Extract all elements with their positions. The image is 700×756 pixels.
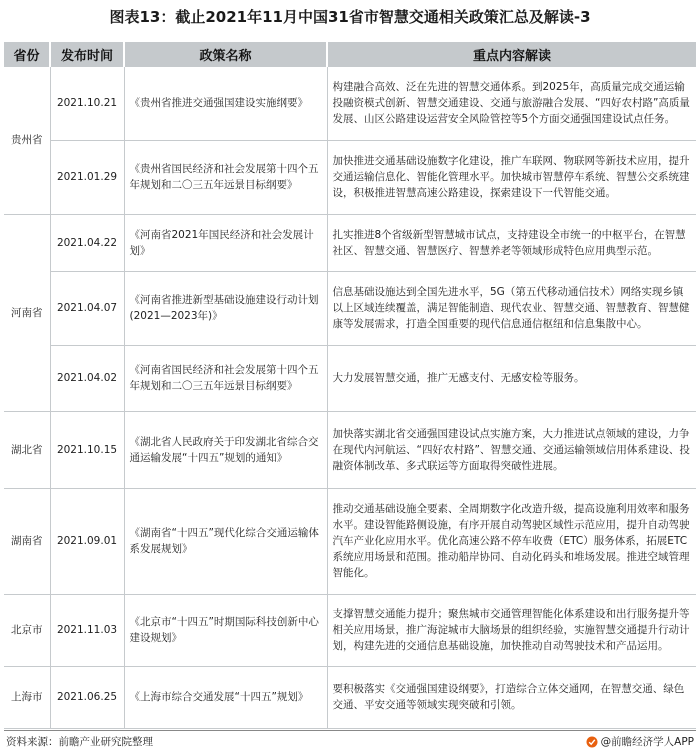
table-row bbox=[4, 411, 696, 488]
content-cell: 加快推进交通基础设施数字化建设，推广车联网、物联网等新技术应用，提升交通运输信息化、智能化管理水平。加快城市智慧停车系统、智慧公交系统建设，积极推进智慧高速公路建设，探索建设下一代智能交通。 bbox=[327, 140, 696, 214]
date-cell: 2021.10.21 bbox=[50, 67, 124, 140]
table-row bbox=[4, 271, 696, 345]
content-cell: 要积极落实《交通强国建设纲要》，打造综合立体交通网，在智慧交通、绿色交通、平安交通等领域实现突破和引领。 bbox=[327, 666, 696, 728]
brand-watermark bbox=[586, 734, 694, 749]
page-title: 图表13：截止2021年11月中国31省市智慧交通相关政策汇总及解读-3 bbox=[109, 8, 591, 26]
table-row bbox=[4, 488, 696, 594]
policy-name-cell: 《河南省国民经济和社会发展第十四个五年规划和二〇三五年远景目标纲要》 bbox=[124, 345, 327, 411]
date-cell: 2021.04.02 bbox=[50, 345, 124, 411]
table-row bbox=[4, 67, 696, 140]
date-cell: 2021.09.01 bbox=[50, 488, 124, 594]
province-cell: 河南省 bbox=[4, 214, 50, 411]
policy-name-cell: 《湖南省“十四五”现代化综合交通运输体系发展规划》 bbox=[124, 488, 327, 594]
content-cell: 加快落实湖北省交通强国建设试点实施方案，大力推进试点领域的建设，力争在现代内河航运、“四好农村路”、智慧交通、交通运输领域信用体系建设、投融资体制改革、多式联运等方面取得突破性进展。 bbox=[327, 411, 696, 488]
brand-label: @前瞻经济学人APP bbox=[600, 736, 694, 748]
policy-name-cell: 《北京市“十四五”时期国际科技创新中心建设规划》 bbox=[124, 594, 327, 666]
province-cell: 湖北省 bbox=[4, 411, 50, 488]
policy-table bbox=[4, 42, 696, 729]
policy-name-cell: 《河南省推进新型基础设施建设行动计划(2021—2023年)》 bbox=[124, 271, 327, 345]
footer bbox=[4, 730, 696, 751]
content-cell: 扎实推进8个省级新型智慧城市试点，支持建设全市统一的中枢平台，在智慧社区、智慧交通、智慧医疗、智慧养老等领域形成特色应用典型示范。 bbox=[327, 214, 696, 271]
date-cell: 2021.11.03 bbox=[50, 594, 124, 666]
table-header-row bbox=[4, 42, 696, 67]
date-cell: 2021.01.29 bbox=[50, 140, 124, 214]
header-content: 重点内容解读 bbox=[327, 42, 696, 67]
source-note: 资料来源：前瞻产业研究院整理 bbox=[6, 736, 153, 748]
table-row bbox=[4, 666, 696, 728]
policy-name-cell: 《湖北省人民政府关于印发湖北省综合交通运输发展“十四五”规划的通知》 bbox=[124, 411, 327, 488]
province-cell: 湖南省 bbox=[4, 488, 50, 594]
header-province: 省份 bbox=[4, 42, 50, 67]
table-row bbox=[4, 140, 696, 214]
policy-name-cell: 《贵州省推进交通强国建设实施纲要》 bbox=[124, 67, 327, 140]
table-row bbox=[4, 594, 696, 666]
qianzhan-logo-icon bbox=[586, 736, 598, 748]
province-cell: 上海市 bbox=[4, 666, 50, 728]
date-cell: 2021.04.07 bbox=[50, 271, 124, 345]
table-row bbox=[4, 345, 696, 411]
content-cell: 大力发展智慧交通，推广无感支付、无感安检等服务。 bbox=[327, 345, 696, 411]
policy-name-cell: 《贵州省国民经济和社会发展第十四个五年规划和二〇三五年远景目标纲要》 bbox=[124, 140, 327, 214]
header-name: 政策名称 bbox=[124, 42, 327, 67]
content-cell: 信息基础设施达到全国先进水平，5G（第五代移动通信技术）网络实现乡镇以上区域连续覆盖，满足智能制造、现代农业、智慧交通、智慧教育、智慧健康等发展需求，打造全国重要的现代信息通信枢纽和信息集散中心。 bbox=[327, 271, 696, 345]
table-row bbox=[4, 214, 696, 271]
policy-name-cell: 《上海市综合交通发展“十四五”规划》 bbox=[124, 666, 327, 728]
content-cell: 构建融合高效、泛在先进的智慧交通体系。到2025年，高质量完成交通运输投融资模式创新、智慧交通建设、交通与旅游融合发展、“四好农村路”高质量发展、山区公路建设运营安全风险管控等5个方面交通强国建设试点任务。 bbox=[327, 67, 696, 140]
policy-name-cell: 《河南省2021年国民经济和社会发展计划》 bbox=[124, 214, 327, 271]
province-cell: 贵州省 bbox=[4, 67, 50, 214]
content-cell: 支撑智慧交通能力提升；聚焦城市交通管理智能化体系建设和出行服务提升等相关应用场景，推广海淀城市大脑场景的组织经验，实施智慧交通提升行动计划，构建先进的交通信息基础设施，加快推动自动驾驶技术和产品运用。 bbox=[327, 594, 696, 666]
header-date: 发布时间 bbox=[50, 42, 124, 67]
date-cell: 2021.04.22 bbox=[50, 214, 124, 271]
date-cell: 2021.06.25 bbox=[50, 666, 124, 728]
province-cell: 北京市 bbox=[4, 594, 50, 666]
content-cell: 推动交通基础设施全要素、全周期数字化改造升级，提高设施利用效率和服务水平。建设智能路侧设施，有序开展自动驾驶区域性示范应用，提升自动驾驶汽车产业化应用水平。优化高速公路不停车收费（ETC）服务体系，拓展ETC系统应用场景和范围。推动船岸协同、自动化码头和堆场发展。推进空域管理智能化。 bbox=[327, 488, 696, 594]
date-cell: 2021.10.15 bbox=[50, 411, 124, 488]
